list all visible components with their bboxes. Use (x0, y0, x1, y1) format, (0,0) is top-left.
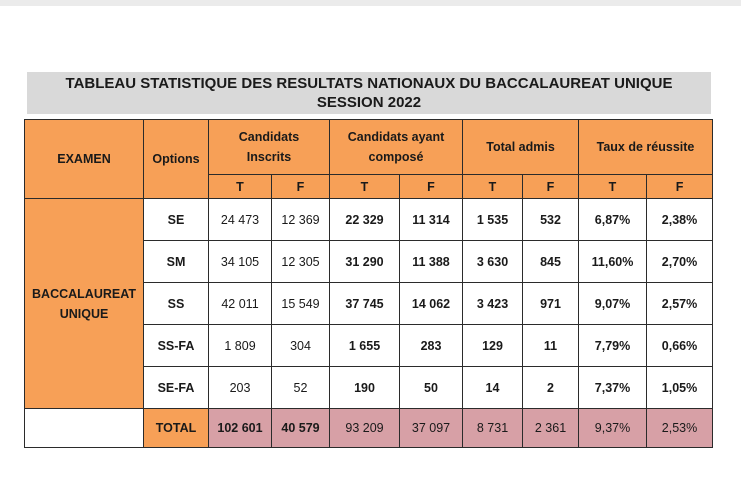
subheader-t: T (579, 175, 647, 199)
option-cell: SM (144, 241, 209, 283)
total-empty-cell (25, 409, 144, 448)
compose-f-cell: 11 314 (400, 199, 463, 241)
admis-f-cell: 2 (523, 367, 579, 409)
compose-f-cell: 11 388 (400, 241, 463, 283)
admis-t-cell: 14 (463, 367, 523, 409)
table-row (25, 199, 713, 241)
admis-t-cell: 1 535 (463, 199, 523, 241)
inscrits-f-cell: 12 305 (272, 241, 330, 283)
inscrits-t-cell: 1 809 (209, 325, 272, 367)
total-compose-t: 93 209 (330, 409, 400, 448)
title-line-1: TABLEAU STATISTIQUE DES RESULTATS NATIONAUX DU BACCALAUREAT UNIQUE (65, 75, 673, 92)
total-admis-t: 8 731 (463, 409, 523, 448)
taux-t-cell: 9,07% (579, 283, 647, 325)
title-line-2: SESSION 2022 (316, 94, 422, 111)
subheader-f: F (523, 175, 579, 199)
admis-t-cell: 3 630 (463, 241, 523, 283)
compose-t-cell: 31 290 (330, 241, 400, 283)
subheader-f: F (272, 175, 330, 199)
subheader-f: F (400, 175, 463, 199)
inscrits-f-cell: 52 (272, 367, 330, 409)
inscrits-t-cell: 24 473 (209, 199, 272, 241)
taux-f-cell: 2,70% (647, 241, 713, 283)
taux-f-cell: 0,66% (647, 325, 713, 367)
inscrits-f-cell: 15 549 (272, 283, 330, 325)
compose-t-cell: 190 (330, 367, 400, 409)
taux-t-cell: 7,37% (579, 367, 647, 409)
compose-t-cell: 22 329 (330, 199, 400, 241)
header-options: Options (144, 120, 209, 199)
admis-f-cell: 532 (523, 199, 579, 241)
inscrits-f-cell: 304 (272, 325, 330, 367)
taux-f-cell: 2,57% (647, 283, 713, 325)
total-row (25, 409, 713, 448)
header-compose-line2: composé (368, 150, 424, 164)
total-label: TOTAL (144, 409, 209, 448)
taux-t-cell: 7,79% (579, 325, 647, 367)
subheader-t: T (209, 175, 272, 199)
header-inscrits-line1: Candidats (238, 130, 300, 144)
inscrits-t-cell: 203 (209, 367, 272, 409)
header-inscrits (209, 120, 330, 175)
compose-t-cell: 37 745 (330, 283, 400, 325)
option-cell: SS-FA (144, 325, 209, 367)
subheader-t: T (330, 175, 400, 199)
option-cell: SE-FA (144, 367, 209, 409)
compose-f-cell: 50 (400, 367, 463, 409)
results-table (24, 119, 713, 448)
header-compose-line1: Candidats ayant (347, 130, 445, 144)
taux-t-cell: 6,87% (579, 199, 647, 241)
admis-t-cell: 129 (463, 325, 523, 367)
inscrits-t-cell: 42 011 (209, 283, 272, 325)
compose-f-cell: 283 (400, 325, 463, 367)
admis-t-cell: 3 423 (463, 283, 523, 325)
total-taux-f: 2,53% (647, 409, 713, 448)
subheader-f: F (647, 175, 713, 199)
option-cell: SS (144, 283, 209, 325)
taux-f-cell: 1,05% (647, 367, 713, 409)
taux-f-cell: 2,38% (647, 199, 713, 241)
taux-t-cell: 11,60% (579, 241, 647, 283)
total-inscrits-t: 102 601 (209, 409, 272, 448)
exam-cell (25, 199, 144, 409)
compose-t-cell: 1 655 (330, 325, 400, 367)
total-inscrits-f: 40 579 (272, 409, 330, 448)
total-compose-f: 37 097 (400, 409, 463, 448)
option-cell: SE (144, 199, 209, 241)
admis-f-cell: 845 (523, 241, 579, 283)
top-band (0, 0, 741, 6)
inscrits-t-cell: 34 105 (209, 241, 272, 283)
admis-f-cell: 11 (523, 325, 579, 367)
exam-line2: UNIQUE (59, 306, 109, 321)
header-inscrits-line2: Inscrits (246, 150, 292, 164)
table-title (27, 72, 711, 114)
inscrits-f-cell: 12 369 (272, 199, 330, 241)
total-taux-t: 9,37% (579, 409, 647, 448)
header-compose (330, 120, 463, 175)
header-examen: EXAMEN (25, 120, 144, 199)
admis-f-cell: 971 (523, 283, 579, 325)
header-admis: Total admis (463, 120, 579, 175)
header-taux: Taux de réussite (579, 120, 713, 175)
total-admis-f: 2 361 (523, 409, 579, 448)
compose-f-cell: 14 062 (400, 283, 463, 325)
header-row (25, 120, 713, 175)
exam-line1: BACCALAUREAT (32, 286, 136, 301)
subheader-t: T (463, 175, 523, 199)
